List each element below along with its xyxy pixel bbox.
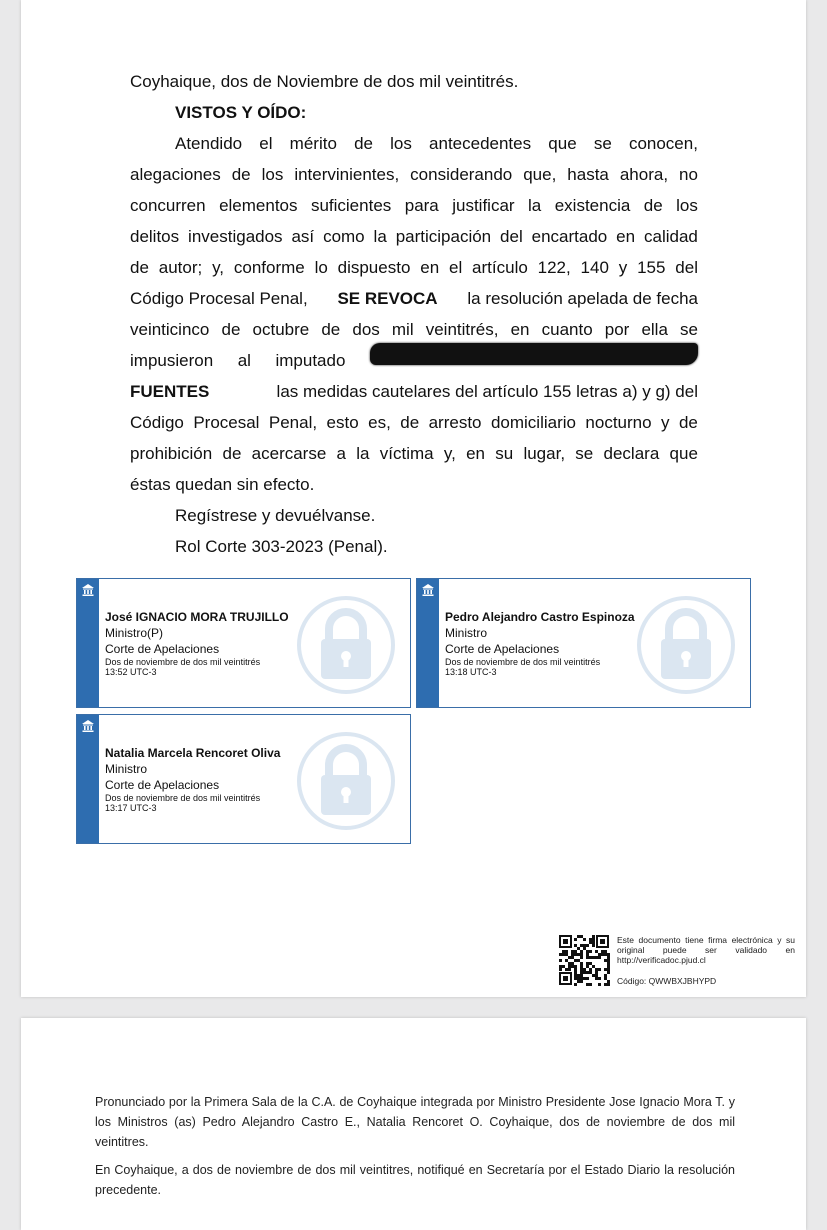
word: se — [575, 444, 594, 463]
body-line-3 — [130, 190, 698, 221]
word: cuanto — [541, 320, 593, 339]
word: 155 — [637, 258, 666, 277]
word: y, — [443, 444, 456, 463]
word: la — [373, 227, 387, 246]
word: su — [495, 444, 514, 463]
rol-line: Rol Corte 303-2023 (Penal). — [175, 537, 388, 556]
document-page-1 — [21, 0, 806, 997]
lock-icon — [636, 595, 736, 695]
body-line-9: FUENTES las medidas cautelares del artículo 155 letras a) y g) del — [130, 376, 698, 407]
word: no — [679, 165, 698, 184]
word: encartado — [531, 227, 608, 246]
word: y — [661, 413, 670, 432]
word: concurren — [130, 196, 206, 215]
word: de — [221, 320, 241, 339]
word: que — [669, 444, 698, 463]
signature-strip — [77, 715, 99, 843]
word: calidad — [644, 227, 698, 246]
word: nocturno — [585, 413, 652, 432]
bank-icon — [81, 719, 95, 733]
word: de — [400, 413, 420, 432]
word: los — [390, 134, 412, 153]
word: que — [548, 134, 577, 153]
word: de — [130, 258, 149, 277]
word: delitos — [130, 227, 180, 246]
redaction-mark — [370, 343, 698, 365]
word: mérito — [289, 134, 337, 153]
word: considerando — [410, 165, 513, 184]
word: arresto — [428, 413, 482, 432]
word: suficientes — [310, 196, 392, 215]
body-line-4 — [130, 221, 698, 252]
word: existencia — [554, 196, 631, 215]
body-line-6: Código Procesal Penal, SE REVOCA la resolución apelada de fecha — [130, 283, 698, 314]
word: víctima — [379, 444, 434, 463]
body-line-2 — [130, 159, 698, 190]
signature-time: 13:52 UTC-3 — [105, 667, 157, 677]
word: en — [510, 320, 530, 339]
word: el — [448, 258, 463, 277]
word: como — [323, 227, 365, 246]
signer-name: Natalia Marcela Rencoret Oliva — [105, 746, 281, 760]
word: de — [354, 134, 373, 153]
word: dos — [352, 320, 380, 339]
word: el — [259, 134, 273, 153]
word: lo — [314, 258, 328, 277]
document-page-2 — [21, 1018, 806, 1230]
signature-box — [76, 578, 411, 708]
signature-strip — [77, 579, 99, 707]
word: Atendido — [175, 134, 243, 153]
word: a — [336, 444, 347, 463]
word: ella — [641, 320, 668, 339]
word: mil — [391, 320, 414, 339]
word: de — [678, 413, 698, 432]
body-line-11 — [130, 438, 698, 469]
signature-strip — [417, 579, 439, 707]
word: que, — [523, 165, 557, 184]
word: Código — [130, 413, 184, 432]
word: la — [528, 196, 542, 215]
body-line-12: éstas quedan sin efecto. — [130, 475, 315, 494]
signature-date: Dos de noviembre de dos mil veintitrés — [105, 793, 261, 803]
signer-name: José IGNACIO MORA TRUJILLO — [105, 610, 289, 624]
word: conforme — [233, 258, 305, 277]
word: de — [222, 444, 242, 463]
word: veinticinco — [130, 320, 210, 339]
verification-note: Este documento tiene firma electrónica y su original puede ser validado en http://verificadoc.pjud.cl — [617, 935, 795, 965]
bank-icon — [421, 583, 435, 597]
body-line-1 — [130, 128, 698, 159]
notification-paragraph: En Coyhaique, a dos de noviembre de dos mil veintitres, notifiqué en Secretaría por el Estado Diario la resolución precedente. — [95, 1163, 735, 1197]
body-line-8: impusieron al imputado — [130, 345, 698, 376]
word: para — [404, 196, 439, 215]
signature-text — [445, 609, 635, 677]
lock-icon — [296, 595, 396, 695]
word: alegaciones — [130, 165, 221, 184]
signature-box — [76, 714, 411, 844]
word: prohibición — [130, 444, 213, 463]
word: Procesal — [193, 413, 260, 432]
word: artículo — [472, 258, 528, 277]
word: en — [616, 227, 636, 246]
word: ahora, — [619, 165, 669, 184]
se-revoca-text: SE REVOCA — [337, 289, 438, 308]
word: octubre — [252, 320, 310, 339]
place-date-line: Coyhaique, dos de Noviembre de dos mil veintitrés. — [130, 72, 519, 91]
signer-court: Corte de Apelaciones — [105, 642, 220, 656]
word: es, — [368, 413, 391, 432]
heading-vistos: VISTOS Y OÍDO: — [175, 103, 307, 122]
word: conocen, — [628, 134, 698, 153]
signature-text — [105, 609, 289, 677]
word: en — [466, 444, 485, 463]
word: se — [593, 134, 612, 153]
word: autor; — [158, 258, 203, 277]
word: acercarse — [251, 444, 327, 463]
signer-court: Corte de Apelaciones — [445, 642, 560, 656]
body-line-10 — [130, 407, 698, 438]
signature-date: Dos de noviembre de dos mil veintitrés — [105, 657, 261, 667]
word: dispuesto — [337, 258, 411, 277]
bank-icon — [81, 583, 95, 597]
qr-code-icon — [558, 934, 610, 986]
word: hasta — [567, 165, 609, 184]
word: se — [680, 320, 698, 339]
word: justificar — [452, 196, 515, 215]
word: y — [618, 258, 628, 277]
word: declara — [603, 444, 660, 463]
word: de — [643, 196, 663, 215]
word: antecedentes — [429, 134, 532, 153]
word: del — [500, 227, 523, 246]
verification-code: Código: QWWBXJBHYPD — [617, 976, 717, 986]
body-line-5 — [130, 252, 698, 283]
word: Penal, — [268, 413, 318, 432]
signer-role: Ministro — [445, 626, 488, 640]
word: 140 — [580, 258, 609, 277]
heading-line — [130, 97, 698, 128]
signer-name: Pedro Alejandro Castro Espinoza — [445, 610, 635, 624]
word: participación — [395, 227, 492, 246]
word: así — [291, 227, 315, 246]
word: intervinientes, — [294, 165, 400, 184]
fuentes-text: FUENTES — [130, 382, 210, 401]
resolution-body — [130, 66, 698, 562]
word: investigados — [188, 227, 283, 246]
pronouncement-paragraph: Pronunciado por la Primera Sala de la C.A. de Coyhaique integrada por Ministro Presidente Jose Ignacio Mora T. y los Ministros (as) Pedro Alejandro Castro E., Natalia Rencoret O. Coyhaique, dos de noviembre de dos mil veintitres. — [95, 1095, 735, 1149]
signature-date: Dos de noviembre de dos mil veintitrés — [445, 657, 601, 667]
signer-role: Ministro — [105, 762, 148, 776]
signer-court: Corte de Apelaciones — [105, 778, 220, 792]
signature-box — [416, 578, 751, 708]
signature-text — [105, 745, 280, 813]
word: del — [675, 258, 698, 277]
lock-icon — [296, 731, 396, 831]
word: de — [231, 165, 251, 184]
word: los — [261, 165, 284, 184]
body-line-7 — [130, 314, 698, 345]
word: la — [356, 444, 370, 463]
word: elementos — [219, 196, 298, 215]
word: por — [604, 320, 630, 339]
word: en — [420, 258, 440, 277]
word: y, — [212, 258, 225, 277]
word: los — [676, 196, 698, 215]
signer-role: Ministro(P) — [105, 626, 164, 640]
word: 122, — [537, 258, 571, 277]
word: domiciliario — [490, 413, 576, 432]
signature-time: 13:17 UTC-3 — [105, 803, 157, 813]
register-line: Regístrese y devuélvanse. — [175, 506, 376, 525]
word: veintitrés, — [425, 320, 499, 339]
word: lugar, — [523, 444, 566, 463]
word: de — [321, 320, 341, 339]
signature-time: 13:18 UTC-3 — [445, 667, 497, 677]
word: esto — [326, 413, 359, 432]
